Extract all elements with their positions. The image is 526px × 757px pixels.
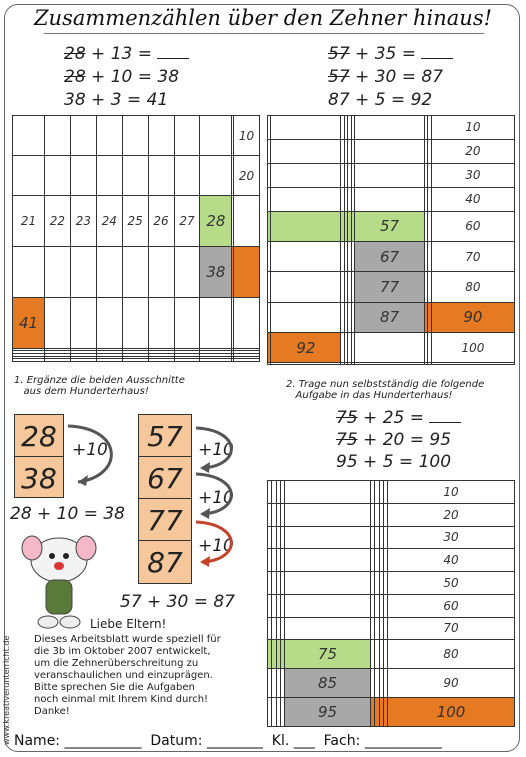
plus10-label-3: +10 <box>198 536 234 556</box>
grid-row <box>268 640 515 669</box>
grid-cell <box>122 116 148 156</box>
grid-cell <box>285 594 371 617</box>
grid-cell <box>174 156 200 196</box>
grid-cell: 23 <box>70 196 96 247</box>
equation-line <box>336 430 451 450</box>
grid-cell: 30 <box>431 163 514 187</box>
operand-b: 5 <box>374 90 386 110</box>
grid-cell <box>355 187 425 211</box>
grid-row <box>268 333 515 363</box>
result: 41 <box>146 90 169 110</box>
grid-cell <box>233 297 259 348</box>
grid-cell <box>96 297 122 348</box>
plus10-label: +10 <box>72 440 108 460</box>
operator: + <box>85 67 111 87</box>
grid-cell <box>200 359 232 362</box>
grid-cell: 10 <box>388 481 515 504</box>
grid-row <box>268 503 515 526</box>
grid-cell <box>44 359 70 362</box>
equation-line <box>328 67 443 87</box>
grid-cell <box>271 116 341 140</box>
result: 87 <box>421 67 444 87</box>
operator: + <box>357 408 383 428</box>
grid-cell <box>233 246 259 297</box>
grid-cell: 28 <box>200 196 232 247</box>
equation-line <box>328 90 432 110</box>
curved-arrows-icon <box>192 422 242 582</box>
grid-row <box>268 242 515 272</box>
grid-cell <box>122 297 148 348</box>
operand-a: 95 <box>336 452 358 472</box>
grid-cell <box>271 211 341 241</box>
equation-line <box>328 44 453 64</box>
operand-a: 87 <box>328 90 350 110</box>
box-28: 28 <box>14 414 64 458</box>
grid-cell: 27 <box>174 196 200 247</box>
grid-cell <box>271 302 341 332</box>
grid-cell <box>96 359 122 362</box>
box-77: 77 <box>138 498 192 542</box>
title-underline <box>44 33 484 34</box>
grid-cell <box>44 116 70 156</box>
grid-cell <box>355 333 425 363</box>
equation-line <box>336 408 461 428</box>
grid-cell: 75 <box>285 640 371 669</box>
grid-cell <box>44 156 70 196</box>
equals-sign: = <box>385 90 411 110</box>
grid-row <box>13 359 260 362</box>
operand-a: 75 <box>336 408 358 428</box>
grid-cell: 80 <box>431 272 514 302</box>
grid-cell: 25 <box>122 196 148 247</box>
grid-cell: 92 <box>271 333 341 363</box>
grid-cell: 90 <box>431 302 514 332</box>
grid-cell <box>200 116 232 156</box>
box-right-equation: 57 + 30 = 87 <box>120 592 235 612</box>
grid-cell: 100 <box>431 333 514 363</box>
grid-cell: 21 <box>13 196 45 247</box>
equals-sign: = <box>132 44 158 64</box>
grid-cell <box>233 359 259 362</box>
grid-cell: 90 <box>388 669 515 698</box>
grid-cell: 22 <box>44 196 70 247</box>
grid-cell <box>122 359 148 362</box>
grid-cell <box>355 139 425 163</box>
operator: + <box>349 44 375 64</box>
hundred-grid-2 <box>267 115 515 365</box>
grid-row <box>268 698 515 727</box>
grid-cell <box>44 297 70 348</box>
operator: + <box>85 90 111 110</box>
answer-blank <box>421 46 453 59</box>
result: 95 <box>429 430 452 450</box>
curved-arrow-icon <box>64 420 126 490</box>
grid-cell <box>355 163 425 187</box>
operand-a: 38 <box>64 90 86 110</box>
equation-line <box>336 452 451 472</box>
grid-row <box>268 572 515 595</box>
hundred-grid-3 <box>267 480 515 727</box>
operand-a: 57 <box>328 67 350 87</box>
grid-cell: 50 <box>388 572 515 595</box>
plus10-label-1: +10 <box>198 440 234 460</box>
equals-sign: = <box>404 408 430 428</box>
grid-cell <box>44 246 70 297</box>
grid-cell: 38 <box>200 246 232 297</box>
grid-cell <box>174 116 200 156</box>
grid-cell <box>122 246 148 297</box>
grid-cell: 30 <box>388 526 515 549</box>
page-title: Zusammenzählen über den Zehner hinaus! <box>33 6 493 30</box>
equals-sign: = <box>396 67 422 87</box>
grid-row <box>268 272 515 302</box>
grid-row <box>13 196 260 247</box>
grid-cell <box>70 156 96 196</box>
grid-cell: 24 <box>96 196 122 247</box>
result: 38 <box>157 67 180 87</box>
result: 100 <box>418 452 452 472</box>
equation-line <box>64 67 179 87</box>
grid-row <box>13 297 260 348</box>
grid-cell <box>355 116 425 140</box>
grid-cell <box>96 156 122 196</box>
operand-a: 57 <box>328 44 350 64</box>
grid-cell: 60 <box>388 594 515 617</box>
grid-cell <box>271 187 341 211</box>
grid-row <box>268 302 515 332</box>
operand-b: 13 <box>110 44 133 64</box>
grid-row <box>268 594 515 617</box>
grid-row <box>268 139 515 163</box>
operator: + <box>349 90 375 110</box>
grid-cell <box>355 363 425 365</box>
grid-cell: 10 <box>233 116 259 156</box>
grid-cell <box>70 246 96 297</box>
grid-cell: 95 <box>285 698 371 727</box>
grid-cell <box>285 617 371 640</box>
grid-cell: 80 <box>388 640 515 669</box>
grid-row <box>13 246 260 297</box>
grid-cell <box>148 156 174 196</box>
grid-cell: 10 <box>431 116 514 140</box>
box-38: 38 <box>14 456 64 498</box>
operand-a: 28 <box>64 44 86 64</box>
parents-title: Liebe Eltern! <box>90 617 167 631</box>
operator: + <box>357 430 383 450</box>
grid-cell <box>122 156 148 196</box>
grid-cell: 40 <box>388 549 515 572</box>
grid-row <box>13 116 260 156</box>
grid-cell <box>148 116 174 156</box>
grid-row <box>268 363 515 365</box>
grid-cell <box>285 481 371 504</box>
equation-line <box>64 44 189 64</box>
plus10-label-2: +10 <box>198 488 234 508</box>
operand-b: 30 <box>374 67 397 87</box>
grid-cell <box>271 272 341 302</box>
grid-cell: 77 <box>355 272 425 302</box>
grid-row <box>268 187 515 211</box>
grid-cell <box>148 359 174 362</box>
hundred-grid-1 <box>12 115 260 362</box>
grid-cell: 87 <box>355 302 425 332</box>
grid-row <box>268 549 515 572</box>
operand-b: 5 <box>382 452 394 472</box>
grid-cell <box>233 196 259 247</box>
grid-cell <box>200 156 232 196</box>
grid-cell <box>70 297 96 348</box>
grid-cell: 100 <box>388 698 515 727</box>
task-2-text: 2. Trage nun selbstständig die folgende Aufgabe in das Hunderterhaus! <box>286 379 485 401</box>
grid-cell: 70 <box>388 617 515 640</box>
bottom-fields: Name: ___________ Datum: ________ Kl. ___ Fach: ___________ <box>14 733 442 749</box>
grid-cell <box>285 526 371 549</box>
equals-sign: = <box>404 430 430 450</box>
answer-blank <box>157 46 189 59</box>
grid-cell <box>13 116 45 156</box>
grid-cell <box>285 549 371 572</box>
grid-cell <box>96 246 122 297</box>
grid-cell <box>148 297 174 348</box>
grid-cell <box>200 297 232 348</box>
operand-b: 35 <box>374 44 397 64</box>
grid-cell <box>13 246 45 297</box>
grid-cell <box>70 359 96 362</box>
grid-cell <box>148 246 174 297</box>
grid-row <box>268 481 515 504</box>
mascot-mouse-icon <box>14 530 104 630</box>
grid-cell <box>271 363 341 365</box>
equals-sign: = <box>393 452 419 472</box>
grid-cell: 40 <box>431 187 514 211</box>
grid-row <box>268 163 515 187</box>
operand-b: 20 <box>382 430 405 450</box>
grid-cell <box>174 246 200 297</box>
grid-cell: 20 <box>388 503 515 526</box>
grid-cell <box>271 139 341 163</box>
equals-sign: = <box>132 67 158 87</box>
operand-b: 10 <box>110 67 133 87</box>
grid-cell: 67 <box>355 242 425 272</box>
task-1-text: 1. Ergänze die beiden Ausschnitte aus dem Hunderterhaus! <box>14 375 185 397</box>
box-57: 57 <box>138 414 192 458</box>
grid-cell <box>285 572 371 595</box>
box-87: 87 <box>138 540 192 584</box>
grid-cell <box>174 359 200 362</box>
grid-row <box>13 156 260 196</box>
box-67: 67 <box>138 456 192 500</box>
grid-row <box>268 669 515 698</box>
grid-row <box>268 526 515 549</box>
grid-cell: 60 <box>431 211 514 241</box>
grid-cell <box>13 359 45 362</box>
box-left-equation: 28 + 10 = 38 <box>10 504 125 524</box>
grid-cell <box>13 156 45 196</box>
operator: + <box>357 452 383 472</box>
grid-cell <box>271 163 341 187</box>
grid-cell <box>431 363 514 365</box>
operand-a: 75 <box>336 430 358 450</box>
grid-row <box>268 211 515 241</box>
grid-row <box>268 116 515 140</box>
grid-cell <box>96 116 122 156</box>
grid-cell: 20 <box>233 156 259 196</box>
operand-b: 3 <box>110 90 122 110</box>
grid-cell <box>174 297 200 348</box>
answer-blank <box>429 410 461 423</box>
grid-cell: 70 <box>431 242 514 272</box>
operator: + <box>85 44 111 64</box>
grid-cell: 57 <box>355 211 425 241</box>
grid-cell <box>271 242 341 272</box>
result: 92 <box>410 90 433 110</box>
side-website-text: www.kreativerunterricht.de <box>2 635 11 745</box>
grid-cell: 85 <box>285 669 371 698</box>
grid-cell: 26 <box>148 196 174 247</box>
grid-cell: 20 <box>431 139 514 163</box>
operator: + <box>349 67 375 87</box>
equals-sign: = <box>121 90 147 110</box>
equals-sign: = <box>396 44 422 64</box>
grid-row <box>268 617 515 640</box>
grid-cell: 41 <box>13 297 45 348</box>
grid-cell <box>285 503 371 526</box>
operand-b: 25 <box>382 408 405 428</box>
grid-cell <box>70 116 96 156</box>
equation-line <box>64 90 168 110</box>
operand-a: 28 <box>64 67 86 87</box>
parents-text: Dieses Arbeitsblatt wurde speziell für die 3b im Oktober 2007 entwickelt, um die Zehnerüberschreitung zu veranschaulichen und einzuprägen. Bitte sprechen Sie die Aufgaben noch einmal mit Ihrem Kind durch! Danke! <box>34 634 221 717</box>
